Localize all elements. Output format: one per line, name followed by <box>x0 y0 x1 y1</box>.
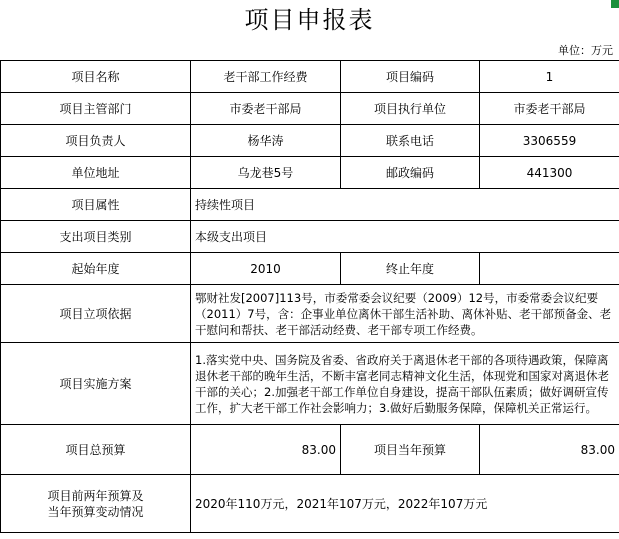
sheet-corner-marker <box>611 0 619 8</box>
project-code-value[interactable]: 1 <box>480 61 619 93</box>
attribute-value[interactable]: 持续性项目 <box>191 189 619 221</box>
person-in-charge-value[interactable]: 杨华涛 <box>191 125 341 157</box>
row-category <box>1 221 619 253</box>
attribute-label: 项目属性 <box>1 189 191 221</box>
unit-label: 单位：万元 <box>558 44 613 57</box>
address-value[interactable]: 乌龙巷5号 <box>191 157 341 189</box>
phone-value[interactable]: 3306559 <box>480 125 619 157</box>
executing-unit-label: 项目执行单位 <box>341 93 480 125</box>
annual-budget-value[interactable]: 83.00 <box>480 425 619 475</box>
history-label <box>1 475 191 533</box>
project-name-value[interactable]: 老干部工作经费 <box>191 61 341 93</box>
postcode-value[interactable]: 441300 <box>480 157 619 189</box>
history-value[interactable]: 2020年110万元，2021年107万元，2022年107万元 <box>191 475 619 533</box>
managing-dept-value[interactable]: 市委老干部局 <box>191 93 341 125</box>
row-budget <box>1 425 619 475</box>
end-year-value[interactable] <box>480 253 619 285</box>
total-budget-value[interactable]: 83.00 <box>191 425 341 475</box>
person-in-charge-label: 项目负责人 <box>1 125 191 157</box>
basis-value[interactable]: 鄂财社发[2007]113号，市委常委会议纪要（2009）12号，市委常委会议纪要（2011）7号，含：企事业单位离休干部生活补助、离休补贴、老干部预备金、老干慰问和帮扶、老干部活动经费、老干部专项工作经费。 <box>191 285 619 343</box>
managing-dept-label: 项目主管部门 <box>1 93 191 125</box>
total-budget-label: 项目总预算 <box>1 425 191 475</box>
row-project-name <box>1 61 619 93</box>
start-year-value[interactable]: 2010 <box>191 253 341 285</box>
plan-label: 项目实施方案 <box>1 343 191 425</box>
basis-label: 项目立项依据 <box>1 285 191 343</box>
category-label: 支出项目类别 <box>1 221 191 253</box>
project-code-label: 项目编码 <box>341 61 480 93</box>
row-address <box>1 157 619 189</box>
row-plan <box>1 343 619 425</box>
history-label-line2: 当年预算变动情况 <box>47 504 144 519</box>
postcode-label: 邮政编码 <box>341 157 480 189</box>
plan-value[interactable]: 1.落实党中央、国务院及省委、省政府关于离退休老干部的各项待遇政策，保障离退休老干部的晚年生活，不断丰富老同志精神文化生活，体现党和国家对离退休老干部的关心；2.加强老干部工作单位自身建设，提高干部队伍素质；做好调研宣传工作，扩大老干部工作社会影响力；3.做好后勤服务保障，保障机关正常运行。 <box>191 343 619 425</box>
end-year-label: 终止年度 <box>341 253 480 285</box>
executing-unit-value[interactable]: 市委老干部局 <box>480 93 619 125</box>
row-history <box>1 475 619 533</box>
project-name-label: 项目名称 <box>1 61 191 93</box>
page-title: 项目申报表 <box>244 6 375 34</box>
project-form-table <box>0 60 619 533</box>
row-department <box>1 93 619 125</box>
start-year-label: 起始年度 <box>1 253 191 285</box>
history-label-line1: 项目前两年预算及 <box>47 488 144 503</box>
row-attribute <box>1 189 619 221</box>
row-years <box>1 253 619 285</box>
phone-label: 联系电话 <box>341 125 480 157</box>
address-label: 单位地址 <box>1 157 191 189</box>
row-person <box>1 125 619 157</box>
annual-budget-label: 项目当年预算 <box>341 425 480 475</box>
category-value[interactable]: 本级支出项目 <box>191 221 619 253</box>
row-basis <box>1 285 619 343</box>
